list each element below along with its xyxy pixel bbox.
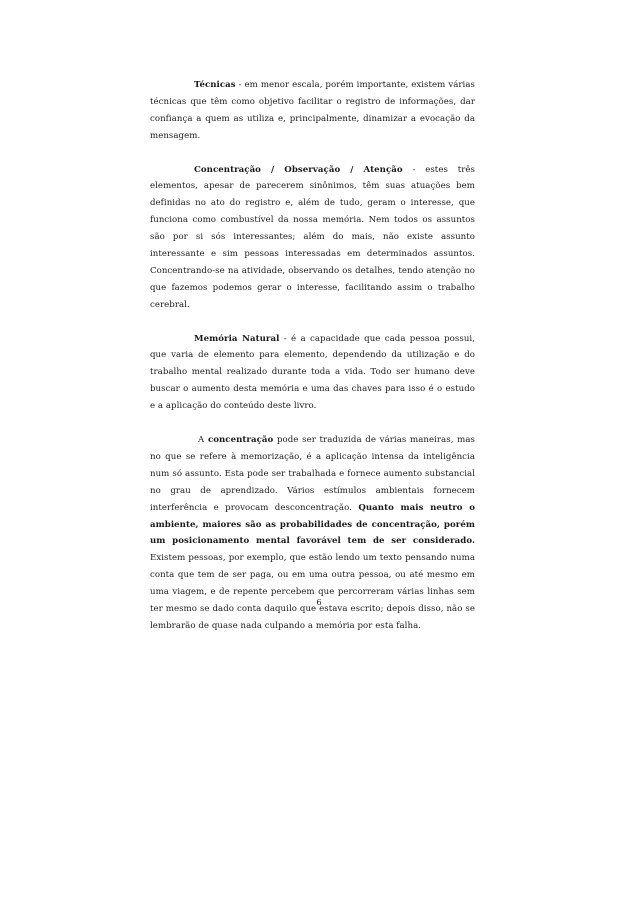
paragraph-memoria-natural: [150, 331, 475, 416]
paragraph-tecnicas: [150, 77, 475, 145]
paragraph-lead: A: [198, 434, 208, 445]
term-concentracao-observacao-atencao: Concentração / Observação / Atenção: [194, 164, 403, 175]
document-body: [150, 77, 475, 652]
emphasis-neutral-environment: Quanto mais neutro o ambiente, maiores são as probabilidades de concentração, porém um posicionamento mental favorável tem de ser considerado.: [150, 502, 475, 547]
paragraph-text: - em menor escala, porém importante, existem várias técnicas que têm como objetivo facilitar o registro de informações, dar confiança a quem as utiliza e, principalmente, dinamizar a evocação da mensagem.: [150, 80, 475, 141]
paragraph-concentracao-observacao-atencao: [150, 162, 475, 314]
paragraph-text: - é a capacidade que cada pessoa possui, que varia de elemento para elemento, dependendo da utilização e do trabalho mental realizado durante toda a vida. Todo ser humano deve buscar o aumento desta memória e uma das chaves para isso é o estudo e a aplicação do conteúdo deste livro.: [150, 333, 475, 412]
paragraph-text: pode ser traduzida de várias maneiras, mas no que se refere à memorização, é a aplicação intensa da inteligência num só assunto. Esta pode ser trabalhada e fornece aumento substancial no grau de aprendizado. Vários estímulos ambientais fornecem interferência e provocam desconcentração.: [150, 434, 475, 513]
term-tecnicas: Técnicas: [194, 80, 236, 90]
term-memoria-natural: Memória Natural: [194, 333, 280, 344]
page-number: 6: [316, 597, 322, 607]
paragraph-text-tail: Existem pessoas, por exemplo, que estão lendo um texto pensando numa conta que tem de ser paga, ou em uma outra pessoa, ou até mesmo em uma viagem, e de repente percebem que percorreram várias linhas sem ter mesmo se dado conta daquilo que estava escrito; depois disso, não se lembrarão de quase nada culpando a memória por esta falha.: [150, 553, 475, 631]
term-concentracao: concentração: [207, 434, 274, 445]
paragraph-text: - estes três elementos, apesar de parecerem sinônimos, têm suas atuações bem definidas no ato do registro e, além de tudo, geram o interesse, que funciona como combustível da nossa memória. Nem todos os assuntos são por si sós interessantes; além do mais, não existe assunto interessante e sim pessoas interessadas em determinados assuntos. Concentrando-se na atividade, observando os detalhes, tendo atenção no que fazemos podemos gerar o interesse, facilitando assim o trabalho cerebral.: [150, 164, 475, 310]
